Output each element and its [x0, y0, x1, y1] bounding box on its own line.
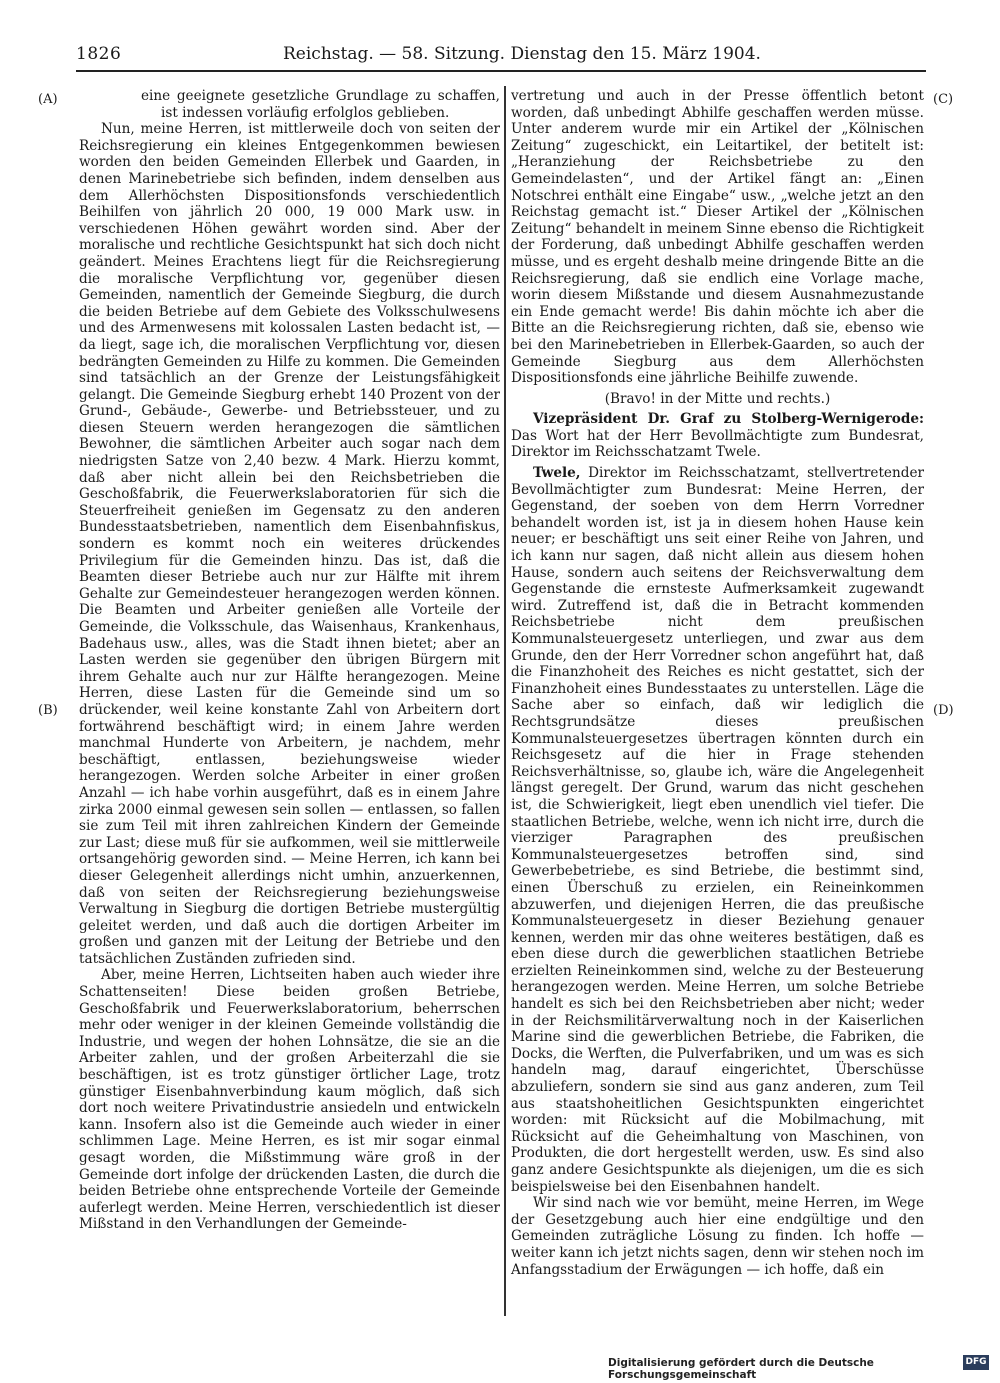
speaker-twele: Twele, — [533, 465, 581, 482]
margin-marker-b: (B) — [38, 703, 58, 718]
twele-statement — [511, 465, 924, 1195]
vice-president-text: Das Wort hat der Herr Bevollmächtigte zum Bundesrat, Direktor im Reichsschatzamt Twele. — [511, 427, 924, 461]
right-paragraph-last: Wir sind nach wie vor bemüht, meine Herren, im Wege der Gesetzgebung auch hier eine endgültige und den Gemeinden zuträgliche Lösung zu finden. Ich hoffe — weiter kann ich jetzt nichts sagen, denn wir stehen noch im Anfangsstadium der Erwägungen — ich hoffe, daß ein — [511, 1195, 924, 1278]
right-column — [511, 88, 924, 1278]
left-paragraph-3: Aber, meine Herren, Lichtseiten haben auch wieder ihre Schattenseiten! Diese beiden großen Betriebe, Geschoßfabrik und Feuerwerkslaboratorium, beherrschen mehr oder weniger in der kleinen Gemeinde vollständig die Industrie, und wegen der hohen Lohnsätze, die sie an die Arbeiter zahlen, und der großen Arbeiterzahl die sie beschäftigen, ist es trotz günstiger örtlicher Lage, trotz günstiger Eisenbahnverbindung kaum möglich, daß sich dort noch weitere Privatindustrie ansiedeln und entwickeln kann. Insofern also ist die Gemeinde auch wieder in einer schlimmen Lage. Meine Herren, es ist mir sogar einmal gesagt worden, die Mißstimmung wäre groß in der Gemeinde dort infolge der drückenden Lasten, die durch die beiden Betriebe ohne entsprechende Vorteile der Gemeinde auferlegt werden. Meine Herren, verschiedentlich ist dieser Mißstand in den Verhandlungen der Gemeinde- — [79, 967, 500, 1233]
right-paragraph-1: vertretung und auch in der Presse öffentlich betont worden, daß unbedingt Abhilfe geschaffen werden müsse. Unter anderem wurde mir ein Artikel der „Kölnischen Zeitung“ zugeschickt, ein Leitartikel, der betitelt ist: „Heranziehung der Reichsbetriebe zu den Gemeindelasten“, und der Artikel fängt an: „Einen Notschrei enthält eine Eingabe“ usw., „welche jetzt an den Reichstag gemacht ist.“ Dieser Artikel der „Kölnischen Zeitung“ behandelt in meinem Sinne ebenso die Richtigkeit der Forderung, daß unbedingt Abhilfe geschaffen werden müsse, und es ergeht deshalb meine dringende Bitte an die Reichsregierung, daß sie endlich eine Vorlage mache, worin diesem Mißstande und diesem Ausnahmezustande ein Ende gemacht werde! Bis dahin möchte ich aber die Bitte an die Reichsregierung richten, daß sie, ebenso wie bei den Marinebetrieben in Ellerbek-Gaarden, so auch der Gemeinde Siegburg aus dem Allerhöchsten Dispositionsfonds eine jährliche Beihilfe zuwende. — [511, 88, 924, 387]
vice-president-statement — [511, 411, 924, 461]
margin-marker-a: (A) — [38, 92, 58, 107]
left-paragraph-1: eine geeignete gesetzliche Grundlage zu schaffen, ist indessen vorläufig erfolglos geblieben. — [141, 88, 500, 121]
twele-text: Direktor im Reichsschatzamt, stellvertretender Bevollmächtigter zum Bundesrat: Meine Herren, der Gegenstand, der soeben von dem Herrn Vorredner behandelt worden ist, ist ja in diesem hohen Hause kein neuer; er beschäftigt uns seit einer Reihe von Jahren, und ich kann nur sagen, daß nicht allein aus diesem hohen Hause, sondern auch seitens der Reichsverwaltung dem Gegenstande die ernsteste Aufmerksamkeit zugewandt wird. Zutreffend ist, daß die in Betracht kommenden Reichsbetriebe nicht dem preußischen Kommunalsteuergesetz unterliegen, und zwar aus dem Grunde, den der Herr Vorredner schon angeführt hat, daß die Finanzhoheit des Reiches es nicht gestattet, sich der Finanzhoheit eines Bundesstaates zu unterstellen. Läge die Sache aber so einfach, daß wir lediglich die Rechtsgrundsätze dieses preußischen Kommunalsteuergesetzes übertragen könnten durch ein Reichsgesetz auf die hier in Frage stehenden Reichsverhältnisse, so, glaube ich, wäre die Angelegenheit längst geregelt. Der Grund, warum das nicht geschehen ist, die Schwierigkeit, liegt eben unendlich viel tiefer. Die staatlichen Betriebe, welche, wenn ich nicht irre, durch die vierziger Paragraphen des preußischen Kommunalsteuergesetzes betroffen sind, sind Gewerbebetriebe, es sind Betriebe, die bestimmt sind, einen Überschuß zu erzielen, ein Reineinkommen abzuwerfen, und diejenigen Herren, die das preußische Kommunalsteuergesetz in dieser Beziehung genauer kennen, werden mir das ohne weiteres bestätigen, daß es eben diese durch die gewerblichen staatlichen Betriebe erzielten Reineinkommen sind, welche zu der Besteuerung herangezogen werden. Meine Herren, um solche Betriebe handelt es sich bei den Reichsbetrieben aber nicht; weder in der Reichsmilitärverwaltung noch in der Kaiserlichen Marine sind die gewerblichen Betriebe, die Fabriken, die Docks, die Werften, die Pulverfabriken, und um was es sich handeln mag, darauf eingerichtet, Überschüsse abzuliefern, sondern sie sind aus ganz anderen, zum Teil aus staatshoheitlichen Gesichtspunkten eingerichtet worden: mit Rücksicht auf die Mobilmachung, mit Rücksicht auf die Geheimhaltung von Maschinen, von Produkten, die dort hergestellt werden, usw. Es sind also ganz andere Gesichtspunkte als diejenigen, um die es sich beispielsweise bei den Eisenbahnen handelt. — [511, 465, 924, 1195]
digitization-credit: Digitalisierung gefördert durch die Deutsche Forschungsgemeinschaft — [608, 1357, 874, 1381]
header-rule — [76, 70, 926, 72]
page-header — [0, 0, 1000, 76]
column-divider — [504, 86, 506, 1316]
left-paragraph-2: Nun, meine Herren, ist mittlerweile doch von seiten der Reichsregierung ein kleines Entgegenkommen bewiesen worden den beiden Gemeinden Ellerbek und Gaarden, in denen Marinebetriebe sich befinden, indem denselben aus dem Allerhöchsten Dispositionsfonds verschiedentlich Beihilfen von jährlich 20 000, 19 000 Mark usw. in verschiedenen Höhen gewährt worden sind. Aber der moralische und rechtliche Gesichtspunkt hat sich doch nicht geändert. Meines Erachtens liegt für die Reichsregierung die moralische Verpflichtung vor, gegenüber diesen Gemeinden, namentlich der Gemeinde Siegburg, die durch die beiden Betriebe auf dem Gebiete des Volksschulwesens und des Armenwesens mit kolossalen Lasten bedacht ist, — da liegt, sage ich, die moralischen Verpflichtung vor, diesen bedrängten Gemeinden zu Hilfe zu kommen. Die Gemeinden sind tatsächlich an der Grenze der Leistungsfähigkeit gelangt. Die Gemeinde Siegburg erhebt 140 Prozent von der Grund-, Gebäude-, Gewerbe- und Betriebssteuer, und zu diesen Steuern werden herangezogen die sämtlichen Bewohner, die sämtlichen Arbeiter auch sogar nach dem niedrigsten Satze von 2,40 bezw. 4 Mark. Hierzu kommt, daß aber nicht allein bei den Reichsbetrieben die Geschoßfabrik, die Feuerwerkslaboratorien für sich die Steuerfreiheit genießen im Gegensatz zu den anderen Bundesstaatsbetrieben, namentlich dem Eisenbahnfiskus, sondern es kommt noch ein weiteres drückendes Privilegium für die Gemeinden hinzu. Das ist, daß die Beamten dieser Betriebe auch nur zur Hälfte mit ihrem Gehalte zur Gemeindesteuer herangezogen werden können. Die Beamten und Arbeiter genießen alle Vorteile der Gemeinde, die Volksschule, das Waisenhaus, Krankenhaus, Badehaus usw., alles, was die Stadt ihnen bietet; aber an Lasten werden sie gegenüber den übrigen Bürgern mit ihrem Gehalte auch nur zur Hälfte herangezogen. Meine Herren, diese Lasten für die Gemeinde sind um so drückender, weil keine konstante Zahl von Arbeitern dort fortwährend beschäftigt wird; in einem Jahre werden manchmal Hunderte von Arbeitern, je nachdem, mehr beschäftigt, entlassen, beziehungsweise wieder herangezogen. Werden solche Arbeiter in einer großen Anzahl — ich habe vorhin ausgeführt, daß es in einem Jahre zirka 2000 einmal gewesen sein sollen — entlassen, so fallen sie zum Teil mit ihren zahlreichen Kindern der Gemeinde zur Last; diese muß für sie aufkommen, weil sie mittlerweile ortsangehörig geworden sind. — Meine Herren, ich kann bei dieser Gelegenheit allerdings nicht umhin, anzuerkennen, daß von seiten der Reichsregierung beziehungsweise Verwaltung in Siegburg die dortigen Betriebe mustergültig geleitet werden, und daß auch die dortigen Arbeiter im großen und ganzen mit der Leitung der Betriebe und den tatsächlichen Zuständen zufrieden sind. — [79, 121, 500, 967]
running-head: Reichstag. — 58. Sitzung. Dienstag den 15. März 1904. — [283, 44, 761, 64]
margin-marker-c: (C) — [933, 92, 954, 107]
vice-president-speaker: Vizepräsident Dr. Graf zu Stolberg-Wernigerode: — [533, 411, 924, 428]
margin-marker-d: (D) — [933, 703, 954, 718]
page-number: 1826 — [76, 44, 122, 64]
left-column — [79, 88, 500, 1233]
applause-note: (Bravo! in der Mitte und rechts.) — [604, 390, 831, 407]
dfg-logo: DFG — [963, 1355, 989, 1370]
